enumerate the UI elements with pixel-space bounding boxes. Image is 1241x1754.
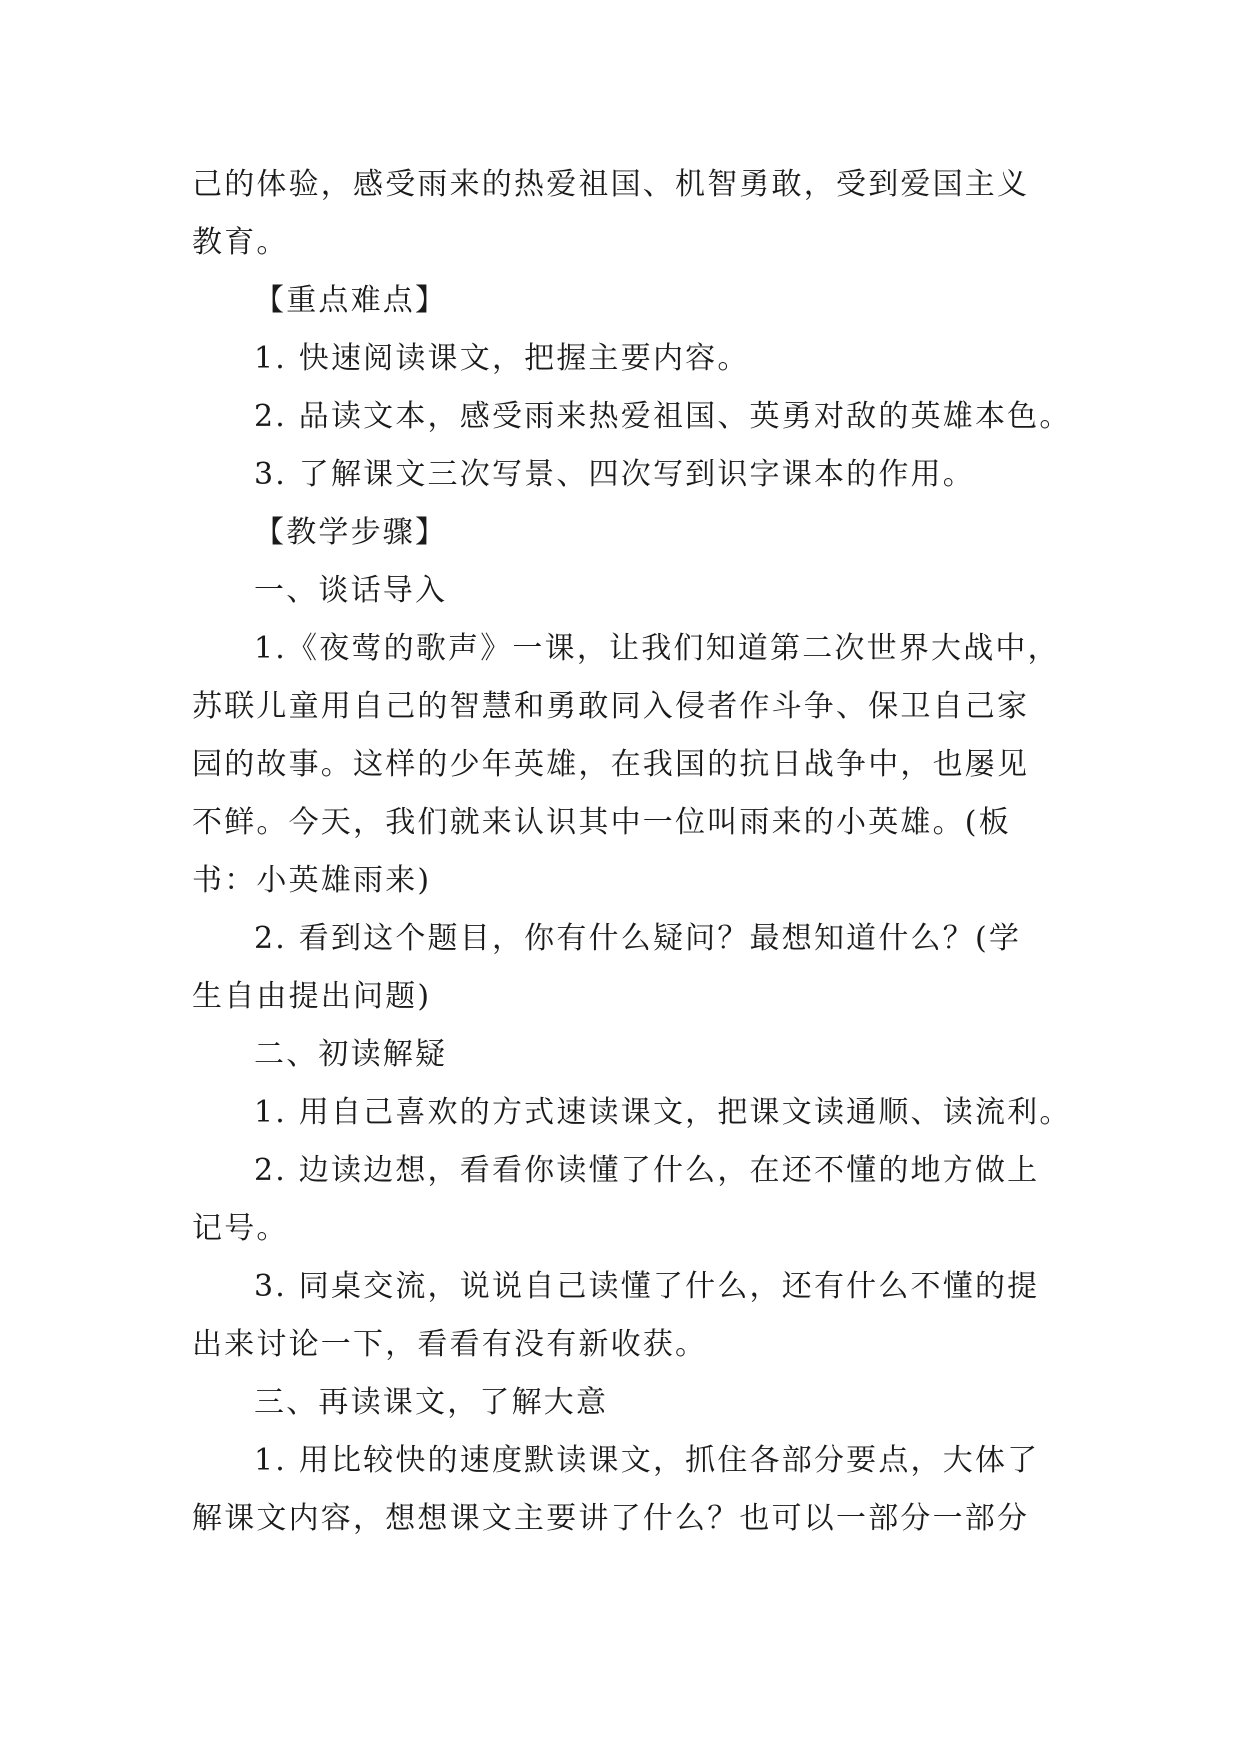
list-item: 3. 了解课文三次写景、四次写到识字课本的作用。: [254, 457, 975, 492]
text-line: 教育。: [192, 225, 289, 260]
section-heading: 【重点难点】: [254, 283, 448, 318]
section-heading: 【教学步骤】: [254, 515, 448, 550]
paragraph-line: 苏联儿童用自己的智慧和勇敢同入侵者作斗争、保卫自己家: [192, 689, 1030, 724]
paragraph-line: 园的故事。这样的少年英雄，在我国的抗日战争中，也屡见: [192, 747, 1030, 782]
subsection-heading: 二、初读解疑: [254, 1037, 448, 1072]
paragraph-line: 记号。: [192, 1211, 289, 1246]
paragraph-line: 不鲜。今天，我们就来认识其中一位叫雨来的小英雄。(板: [192, 805, 1011, 840]
text-line: 己的体验，感受雨来的热爱祖国、机智勇敢，受到爱国主义: [192, 167, 1030, 202]
list-item: 3. 同桌交流，说说自己读懂了什么，还有什么不懂的提: [254, 1269, 1040, 1304]
paragraph-line: 生自由提出问题): [192, 979, 432, 1014]
list-item: 2. 品读文本，感受雨来热爱祖国、英勇对敌的英雄本色。: [254, 399, 1072, 434]
list-item: 1. 用自己喜欢的方式速读课文，把课文读通顺、读流利。: [254, 1095, 1072, 1130]
paragraph-line: 书：小英雄雨来): [192, 863, 432, 898]
list-item: 2. 边读边想，看看你读懂了什么，在还不懂的地方做上: [254, 1153, 1040, 1188]
paragraph-line: 解课文内容，想想课文主要讲了什么？也可以一部分一部分: [192, 1501, 1030, 1536]
list-item: 1. 用比较快的速度默读课文，抓住各部分要点，大体了: [254, 1443, 1040, 1478]
paragraph-line: 2. 看到这个题目，你有什么疑问？最想知道什么？(学: [254, 921, 1022, 956]
paragraph-line: 出来讨论一下，看看有没有新收获。: [192, 1327, 708, 1362]
paragraph-line: 1.《夜莺的歌声》一课，让我们知道第二次世界大战中，: [254, 631, 1060, 666]
subsection-heading: 三、再读课文，了解大意: [254, 1385, 609, 1420]
list-item: 1. 快速阅读课文，把握主要内容。: [254, 341, 750, 376]
subsection-heading: 一、谈话导入: [254, 573, 448, 608]
